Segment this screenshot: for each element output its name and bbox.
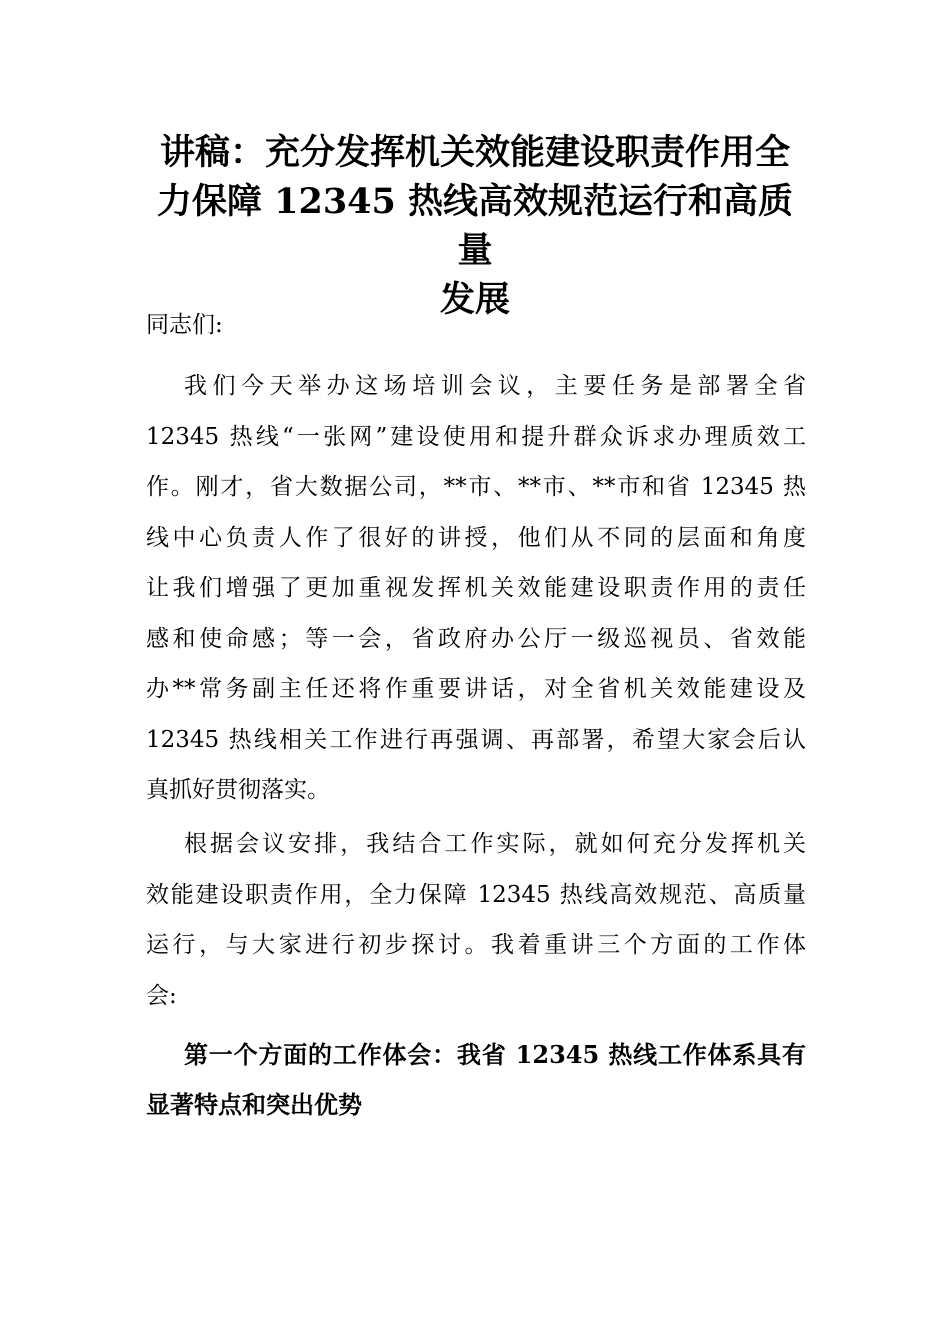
paragraph-line: 作。刚才，省大数据公司，**市、**市、**市和省 12345 热 <box>146 474 806 500</box>
paragraph-line: 12345 热线相关工作进行再强调、再部署，希望大家会后认 <box>146 726 806 753</box>
paragraph-line: 办**常务副主任还将作重要讲话，对全省机关效能建设及 <box>146 676 806 702</box>
title-line: 发展 <box>439 279 510 320</box>
paragraph-intro <box>146 361 806 816</box>
paragraph-line: 12345 热线“一张网”建设使用和提升群众诉求办理质效工 <box>146 423 806 450</box>
heading-line: 显著特点和突出优势 <box>146 1090 362 1119</box>
document-title <box>140 128 810 324</box>
paragraph-line: 会: <box>146 982 177 1009</box>
paragraph-line: 根据会议安排，我结合工作实际，就如何充分发挥机关 <box>184 831 806 857</box>
heading-line: 第一个方面的工作体会：我省 12345 热线工作体系具有 <box>184 1040 806 1069</box>
paragraph-arrangement <box>146 819 806 1021</box>
paragraph-line: 我们今天举办这场培训会议，主要任务是部署全省 <box>184 373 806 399</box>
paragraph-line: 效能建设职责作用，全力保障 12345 热线高效规范、高质量 <box>146 881 806 908</box>
paragraph-line: 真抓好贯彻落实。 <box>146 777 330 803</box>
paragraph-line: 让我们增强了更加重视发挥机关效能建设职责作用的责任 <box>146 575 806 601</box>
section-heading <box>146 1030 806 1130</box>
paragraph-line: 线中心负责人作了很好的讲授，他们从不同的层面和角度 <box>146 524 806 551</box>
salutation: 同志们: <box>146 312 223 338</box>
title-line: 讲稿：充分发挥机关效能建设职责作用全 <box>159 132 790 173</box>
paragraph-line: 运行，与大家进行初步探讨。我着重讲三个方面的工作体 <box>146 932 806 958</box>
title-line: 力保障 12345 热线高效规范运行和高质量 <box>156 181 794 271</box>
paragraph-line: 感和使命感；等一会，省政府办公厅一级巡视员、省效能 <box>146 625 806 652</box>
